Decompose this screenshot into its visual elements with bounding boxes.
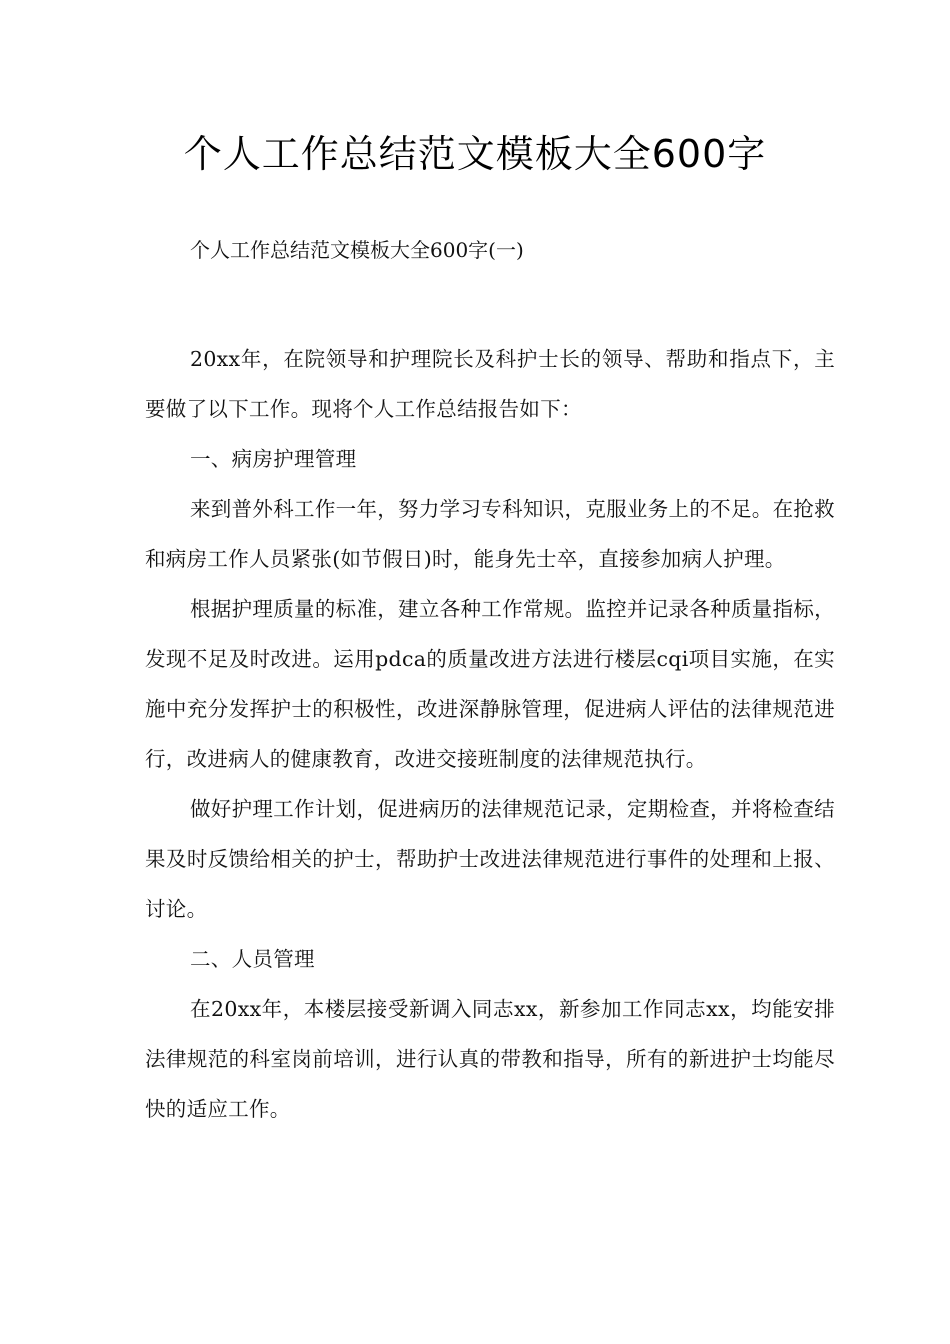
paragraph-work-plan: 做好护理工作计划，促进病历的法律规范记录，定期检查，并将检查结果及时反馈给相关的护士，帮助护士改进法律规范进行事件的处理和上报、讨论。 bbox=[145, 797, 835, 921]
paragraph-ward-work: 来到普外科工作一年，努力学习专科知识，克服业务上的不足。在抢救和病房工作人员紧张(如节假日)时，能身先士卒，直接参加病人护理。 bbox=[145, 497, 835, 571]
section-heading-ward-management: 一、病房护理管理 bbox=[190, 447, 357, 471]
document-body bbox=[145, 334, 835, 1134]
paragraph-new-staff: 在20xx年，本楼层接受新调入同志xx，新参加工作同志xx，均能安排法律规范的科室岗前培训，进行认真的带教和指导，所有的新进护士均能尽快的适应工作。 bbox=[145, 997, 835, 1121]
paragraph-intro: 20xx年，在院领导和护理院长及科护士长的领导、帮助和指点下，主要做了以下工作。现将个人工作总结报告如下： bbox=[145, 347, 835, 421]
paragraph-quality-standards: 根据护理质量的标准，建立各种工作常规。监控并记录各种质量指标，发现不足及时改进。运用pdca的质量改进方法进行楼层cqi项目实施，在实施中充分发挥护士的积极性，改进深静脉管理，促进病人评估的法律规范进行，改进病人的健康教育，改进交接班制度的法律规范执行。 bbox=[145, 597, 835, 771]
document-title: 个人工作总结范文模板大全600字 bbox=[183, 132, 767, 176]
section-heading-staff-management: 二、人员管理 bbox=[190, 947, 315, 971]
document-subtitle: 个人工作总结范文模板大全600字(一) bbox=[190, 238, 524, 262]
